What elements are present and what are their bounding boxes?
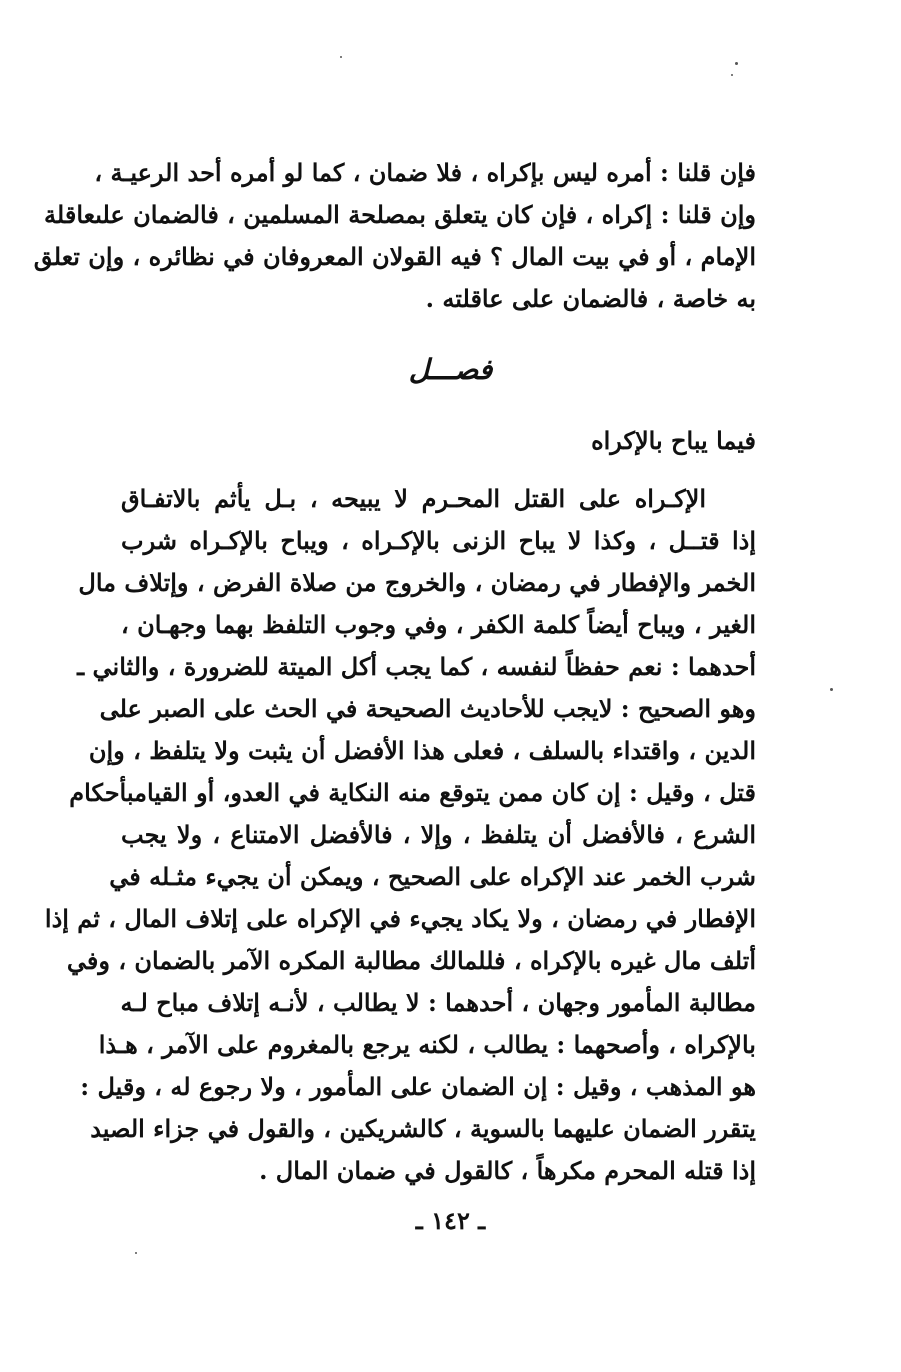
text-line: الشرع ، فالأفضل أن يتلفظ ، وإلا ، فالأفضل الامتناع ، ولا يجب — [121, 820, 756, 849]
text-line: وإن قلنا : إكراه ، فإن كان يتعلق بمصلحة المسلمين ، فالضمان علىعاقلة — [44, 200, 756, 229]
text-line: وهو الصحيح : لايجب للأحاديث الصحيحة في الحث على الصبر على — [99, 694, 756, 723]
scan-speck — [735, 62, 738, 65]
scan-speck — [731, 74, 733, 76]
text-line: شرب الخمر عند الإكراه على الصحيح ، ويمكن أن يجيء مثـله في — [109, 862, 756, 891]
text-line: إذا قتــل ، وكذا لا يباح الزنى بالإكـراه ، ويباح بالإكـراه شرب — [121, 526, 756, 555]
text-line: هو المذهب ، وقيل : إن الضمان على المأمور ، ولا رجوع له ، وقيل : — [80, 1072, 756, 1101]
section-title: فصـــل — [408, 353, 493, 386]
text-line: الإكـراه على القتل المحـرم لا يبيحه ، بـل يأثم بالاتفـاق — [121, 484, 706, 513]
text-line: الإمام ، أو في بيت المال ؟ فيه القولان المعروفان في نظائره ، وإن تعلق — [33, 242, 756, 271]
text-line: مطالبة المأمور وجهان ، أحدهما : لا يطالب ، لأنـه إتلاف مباح لـه — [120, 988, 756, 1017]
scan-speck — [340, 56, 342, 58]
text-line: أتلف مال غيره بالإكراه ، فللمالك مطالبة المكره الآمر بالضمان ، وفي — [66, 946, 756, 975]
section-subheading: فيما يباح بالإكراه — [591, 426, 756, 455]
text-line: الخمر والإفطار في رمضان ، والخروج من صلاة الفرض ، وإتلاف مال — [78, 568, 756, 597]
text-line: بالإكراه ، وأصحهما : يطالب ، لكنه يرجع بالمغروم على الآمر ، هـذا — [98, 1030, 756, 1059]
text-line: الإفطار في رمضان ، ولا يكاد يجيء في الإكراه على إتلاف المال ، ثم إذا — [44, 904, 756, 933]
intro-paragraph — [33, 152, 756, 320]
main-paragraph — [44, 478, 756, 1192]
scan-speck — [830, 688, 833, 691]
text-line: قتل ، وقيل : إن كان ممن يتوقع منه النكاية في العدو، أو القيامبأحكام — [69, 778, 756, 807]
text-line: الغير ، ويباح أيضاً كلمة الكفر ، وفي وجوب التلفظ بهما وجهـان ، — [120, 610, 756, 639]
text-line: يتقرر الضمان عليهما بالسوية ، كالشريكين ، والقول في جزاء الصيد — [90, 1114, 756, 1143]
page-number: ـ ١٤٢ ـ — [415, 1206, 486, 1235]
text-line: الدين ، واقتداء بالسلف ، فعلى هذا الأفضل أن يثبت ولا يتلفظ ، وإن — [88, 736, 756, 765]
text-line: فإن قلنا : أمره ليس بإكراه ، فلا ضمان ، كما لو أمره أحد الرعيـة ، — [94, 158, 756, 187]
text-line: إذا قتله المحرم مكرهاً ، كالقول في ضمان المال . — [259, 1156, 756, 1185]
text-line: أحدهما : نعم حفظاً لنفسه ، كما يجب أكل الميتة للضرورة ، والثاني ـ — [77, 652, 756, 681]
scan-speck — [135, 1252, 137, 1254]
text-line: به خاصة ، فالضمان على عاقلته . — [425, 284, 756, 313]
